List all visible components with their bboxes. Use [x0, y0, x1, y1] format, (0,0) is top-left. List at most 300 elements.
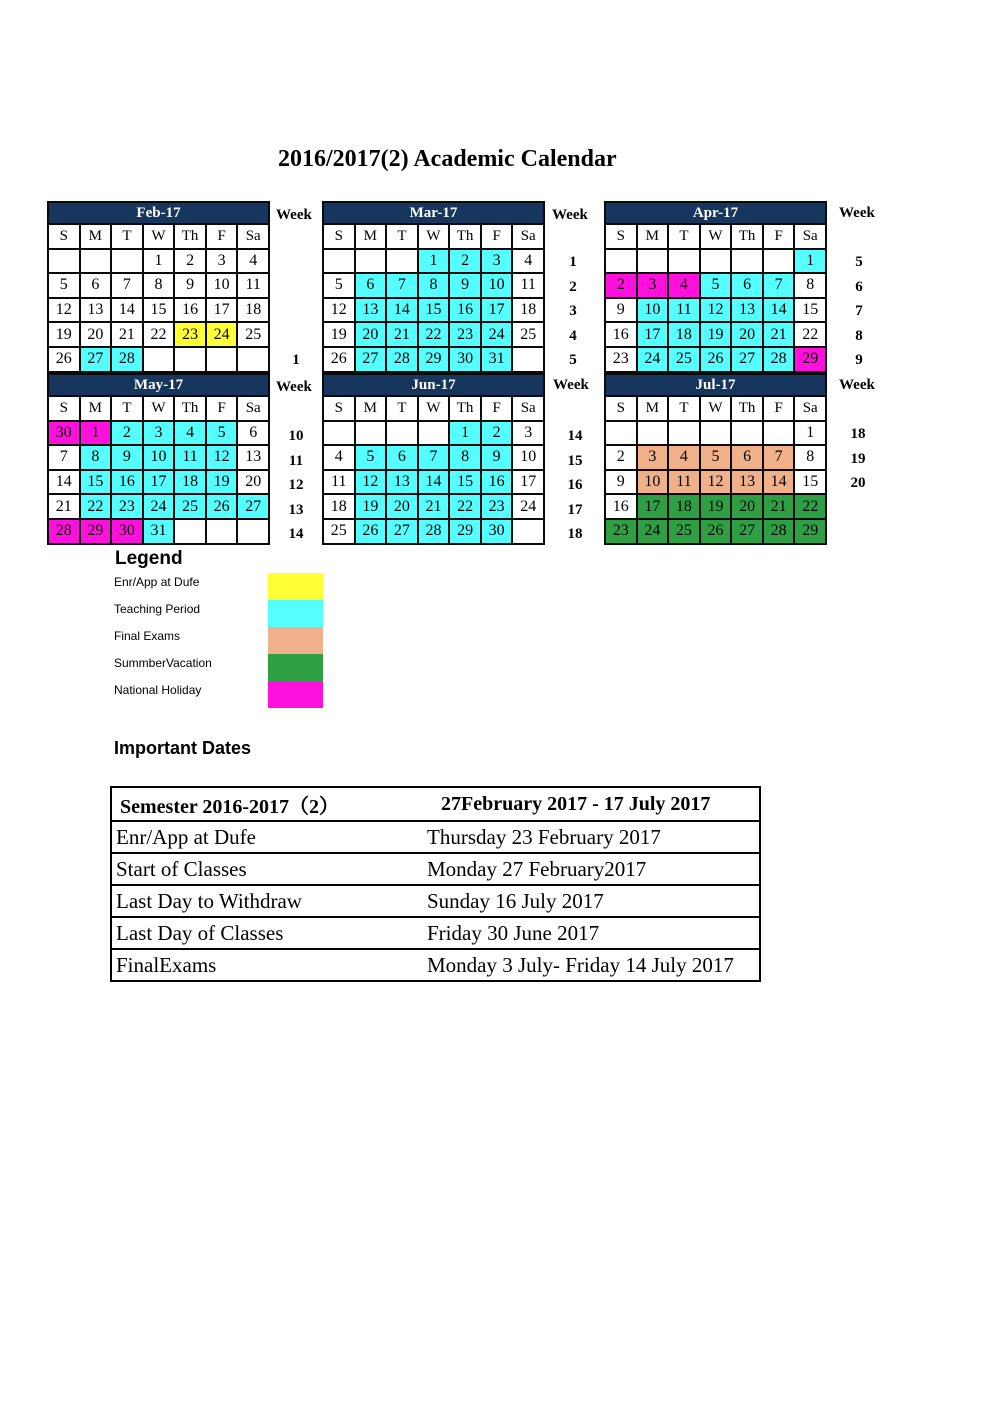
day-cell: 16: [482, 471, 512, 494]
day-cell: 7: [112, 274, 142, 297]
week-number: 7: [855, 303, 863, 320]
day-cell: 18: [513, 299, 543, 322]
event-name: Last Day to Withdraw: [116, 888, 302, 913]
day-cell: 21: [112, 323, 142, 346]
day-cell: 25: [669, 348, 699, 371]
day-cell: 1: [419, 250, 449, 273]
day-cell: 4: [669, 446, 699, 469]
empty-cell: [606, 250, 636, 273]
week-number: 9: [855, 352, 863, 369]
day-cell: 8: [795, 446, 825, 469]
day-cell: 6: [732, 446, 762, 469]
empty-cell: [207, 348, 237, 371]
legend-title: Legend: [115, 548, 183, 569]
day-of-week-header: F: [207, 225, 237, 248]
day-cell: 19: [49, 323, 79, 346]
day-cell: 26: [324, 348, 354, 371]
day-of-week-header: S: [606, 397, 636, 420]
day-cell: 30: [49, 422, 79, 445]
day-cell: 5: [356, 446, 386, 469]
day-cell: 14: [419, 471, 449, 494]
day-of-week-header: Sa: [238, 397, 268, 420]
day-cell: 4: [238, 250, 268, 273]
empty-cell: [732, 250, 762, 273]
day-cell: 17: [207, 299, 237, 322]
day-cell: 1: [450, 422, 480, 445]
empty-cell: [207, 520, 237, 543]
day-cell: 22: [795, 323, 825, 346]
day-cell: 28: [112, 348, 142, 371]
day-cell: 8: [450, 446, 480, 469]
week-number: 5: [569, 352, 577, 369]
day-cell: 1: [795, 422, 825, 445]
day-cell: 11: [324, 471, 354, 494]
month-header: Apr-17: [606, 203, 825, 223]
day-cell: 20: [81, 323, 111, 346]
day-of-week-header: S: [49, 397, 79, 420]
month-header: May-17: [49, 375, 268, 395]
day-cell: 23: [606, 348, 636, 371]
table-row: [112, 820, 759, 852]
day-cell: 28: [419, 520, 449, 543]
day-cell: 21: [49, 495, 79, 518]
day-cell: 2: [606, 446, 636, 469]
day-cell: 3: [144, 422, 174, 445]
day-cell: 23: [606, 520, 636, 543]
month-jun-17: [322, 373, 545, 545]
week-number: 10: [288, 428, 304, 444]
day-cell: 10: [144, 446, 174, 469]
day-cell: 25: [513, 323, 543, 346]
day-cell: 17: [513, 471, 543, 494]
day-cell: 18: [175, 471, 205, 494]
day-cell: 19: [701, 495, 731, 518]
day-cell: 30: [482, 520, 512, 543]
day-cell: 20: [387, 495, 417, 518]
day-cell: 3: [638, 446, 668, 469]
day-cell: 29: [450, 520, 480, 543]
day-cell: 12: [701, 299, 731, 322]
empty-cell: [764, 250, 794, 273]
day-cell: 12: [356, 471, 386, 494]
day-cell: 12: [207, 446, 237, 469]
day-of-week-header: S: [49, 225, 79, 248]
day-cell: 12: [701, 471, 731, 494]
day-of-week-header: F: [764, 225, 794, 248]
week-number: 18: [850, 426, 866, 442]
month-jul-17: [604, 373, 827, 545]
day-cell: 27: [732, 348, 762, 371]
empty-cell: [732, 422, 762, 445]
day-of-week-header: T: [669, 225, 699, 248]
day-cell: 18: [669, 323, 699, 346]
day-cell: 14: [764, 471, 794, 494]
day-cell: 16: [175, 299, 205, 322]
important-dates-table: [110, 786, 761, 982]
day-cell: 24: [207, 323, 237, 346]
day-of-week-header: W: [701, 225, 731, 248]
month-apr-17: [604, 201, 827, 373]
day-cell: 19: [207, 471, 237, 494]
empty-cell: [701, 250, 731, 273]
day-cell: 16: [450, 299, 480, 322]
day-cell: 6: [238, 422, 268, 445]
day-of-week-header: Sa: [795, 397, 825, 420]
day-of-week-header: Th: [450, 225, 480, 248]
day-cell: 5: [207, 422, 237, 445]
day-cell: 11: [513, 274, 543, 297]
day-of-week-header: W: [701, 397, 731, 420]
day-cell: 4: [513, 250, 543, 273]
day-of-week-header: T: [112, 397, 142, 420]
month-grid: [324, 397, 543, 543]
event-name: Enr/App at Dufe: [116, 824, 256, 849]
day-cell: 17: [638, 323, 668, 346]
day-cell: 28: [764, 520, 794, 543]
week-number: 15: [567, 452, 583, 469]
table-row: [112, 948, 759, 980]
day-cell: 18: [324, 495, 354, 518]
empty-cell: [638, 250, 668, 273]
day-cell: 22: [419, 323, 449, 346]
empty-cell: [387, 422, 417, 445]
day-cell: 10: [513, 446, 543, 469]
day-cell: 3: [513, 422, 543, 445]
empty-cell: [669, 422, 699, 445]
legend-label: Final Exams: [114, 629, 181, 643]
empty-cell: [513, 520, 543, 543]
day-of-week-header: T: [387, 225, 417, 248]
day-cell: 24: [638, 348, 668, 371]
day-cell: 2: [175, 250, 205, 273]
month-mar-17: [322, 201, 545, 373]
day-cell: 31: [144, 520, 174, 543]
day-cell: 2: [482, 422, 512, 445]
day-of-week-header: Sa: [238, 225, 268, 248]
week-number: 20: [850, 475, 866, 492]
day-of-week-header: Th: [175, 225, 205, 248]
month-grid: [606, 397, 825, 543]
day-cell: 8: [81, 446, 111, 469]
day-cell: 22: [144, 323, 174, 346]
day-cell: 24: [482, 323, 512, 346]
day-cell: 19: [701, 323, 731, 346]
week-column-header: Week: [552, 207, 588, 223]
day-cell: 13: [81, 299, 111, 322]
week-column-header: Week: [276, 379, 312, 395]
day-of-week-header: W: [144, 225, 174, 248]
day-cell: 3: [638, 274, 668, 297]
day-cell: 6: [732, 274, 762, 297]
day-cell: 26: [207, 495, 237, 518]
day-cell: 24: [144, 495, 174, 518]
event-date: 27February 2017 - 17 July 2017: [441, 792, 711, 815]
empty-cell: [356, 250, 386, 273]
day-cell: 9: [606, 299, 636, 322]
day-cell: 1: [144, 250, 174, 273]
day-cell: 21: [387, 323, 417, 346]
day-cell: 4: [324, 446, 354, 469]
week-number: 3: [569, 303, 577, 320]
week-number: 11: [288, 452, 304, 469]
day-cell: 18: [669, 495, 699, 518]
day-cell: 27: [238, 495, 268, 518]
day-cell: 19: [324, 323, 354, 346]
day-cell: 29: [419, 348, 449, 371]
empty-cell: [49, 250, 79, 273]
day-cell: 11: [669, 471, 699, 494]
month-grid: [324, 225, 543, 371]
legend-swatch: [268, 627, 323, 654]
day-cell: 7: [764, 274, 794, 297]
day-cell: 7: [419, 446, 449, 469]
empty-cell: [324, 422, 354, 445]
day-cell: 31: [482, 348, 512, 371]
day-cell: 12: [49, 299, 79, 322]
day-cell: 9: [112, 446, 142, 469]
page-title: 2016/2017(2) Academic Calendar: [278, 146, 617, 172]
day-cell: 30: [450, 348, 480, 371]
day-cell: 27: [732, 520, 762, 543]
day-of-week-header: M: [638, 397, 668, 420]
empty-cell: [638, 422, 668, 445]
day-of-week-header: Th: [175, 397, 205, 420]
day-of-week-header: Sa: [795, 225, 825, 248]
week-number: 12: [288, 477, 304, 494]
day-cell: 15: [144, 299, 174, 322]
day-cell: 30: [112, 520, 142, 543]
week-column-header: Week: [839, 205, 875, 221]
day-cell: 9: [482, 446, 512, 469]
day-cell: 12: [324, 299, 354, 322]
empty-cell: [238, 520, 268, 543]
day-cell: 20: [732, 495, 762, 518]
day-cell: 2: [606, 274, 636, 297]
day-of-week-header: S: [606, 225, 636, 248]
day-cell: 23: [175, 323, 205, 346]
week-number: 5: [855, 254, 863, 270]
day-of-week-header: Th: [732, 225, 762, 248]
day-of-week-header: S: [324, 397, 354, 420]
empty-cell: [112, 250, 142, 273]
day-cell: 28: [49, 520, 79, 543]
day-of-week-header: M: [81, 397, 111, 420]
empty-cell: [387, 250, 417, 273]
day-cell: 13: [356, 299, 386, 322]
day-cell: 17: [144, 471, 174, 494]
day-of-week-header: M: [81, 225, 111, 248]
day-cell: 20: [238, 471, 268, 494]
empty-cell: [81, 250, 111, 273]
week-number: 1: [292, 352, 300, 369]
event-name: Last Day of Classes: [116, 920, 284, 945]
day-cell: 26: [701, 348, 731, 371]
week-number: 13: [288, 501, 304, 518]
week-number: 16: [567, 477, 583, 494]
day-cell: 24: [513, 495, 543, 518]
week-column-header: Week: [839, 377, 875, 393]
day-cell: 11: [669, 299, 699, 322]
day-of-week-header: F: [764, 397, 794, 420]
day-cell: 11: [238, 274, 268, 297]
empty-cell: [175, 520, 205, 543]
day-cell: 21: [764, 495, 794, 518]
day-cell: 22: [450, 495, 480, 518]
empty-cell: [238, 348, 268, 371]
day-cell: 25: [324, 520, 354, 543]
day-cell: 15: [81, 471, 111, 494]
day-cell: 1: [795, 250, 825, 273]
day-cell: 5: [49, 274, 79, 297]
day-cell: 27: [356, 348, 386, 371]
legend-swatch: [268, 573, 323, 600]
empty-cell: [175, 348, 205, 371]
day-cell: 29: [795, 520, 825, 543]
day-cell: 25: [238, 323, 268, 346]
day-cell: 10: [638, 471, 668, 494]
week-number: 6: [855, 278, 863, 295]
day-cell: 9: [450, 274, 480, 297]
empty-cell: [669, 250, 699, 273]
day-cell: 6: [81, 274, 111, 297]
week-number: 2: [569, 278, 577, 295]
day-cell: 16: [606, 495, 636, 518]
event-date: Sunday 16 July 2017: [427, 888, 604, 913]
day-cell: 14: [387, 299, 417, 322]
day-cell: 26: [49, 348, 79, 371]
day-cell: 4: [175, 422, 205, 445]
month-header: Mar-17: [324, 203, 543, 223]
day-of-week-header: T: [669, 397, 699, 420]
month-feb-17: [47, 201, 270, 373]
day-cell: 28: [764, 348, 794, 371]
day-cell: 10: [207, 274, 237, 297]
event-name: Start of Classes: [116, 856, 247, 881]
table-row: [112, 916, 759, 948]
day-of-week-header: F: [482, 225, 512, 248]
day-cell: 15: [419, 299, 449, 322]
legend-label: National Holiday: [114, 683, 202, 697]
day-cell: 25: [175, 495, 205, 518]
day-cell: 20: [732, 323, 762, 346]
day-cell: 13: [732, 299, 762, 322]
day-cell: 27: [387, 520, 417, 543]
day-cell: 4: [669, 274, 699, 297]
day-cell: 6: [387, 446, 417, 469]
day-of-week-header: F: [482, 397, 512, 420]
day-of-week-header: M: [356, 225, 386, 248]
day-of-week-header: W: [419, 397, 449, 420]
day-cell: 16: [606, 323, 636, 346]
day-cell: 10: [482, 274, 512, 297]
day-cell: 9: [175, 274, 205, 297]
event-name: Semester 2016-2017（2）: [120, 795, 340, 818]
event-date: Thursday 23 February 2017: [427, 824, 661, 849]
week-number: 18: [567, 526, 583, 543]
important-dates-title: Important Dates: [114, 738, 252, 758]
day-cell: 8: [795, 274, 825, 297]
week-number: 8: [855, 327, 863, 344]
month-header: Feb-17: [49, 203, 268, 223]
empty-cell: [701, 422, 731, 445]
week-column-header: Week: [553, 377, 589, 393]
day-cell: 13: [732, 471, 762, 494]
day-cell: 3: [207, 250, 237, 273]
day-cell: 1: [81, 422, 111, 445]
day-of-week-header: Sa: [513, 397, 543, 420]
day-cell: 9: [606, 471, 636, 494]
day-cell: 2: [112, 422, 142, 445]
week-number: 19: [850, 450, 866, 467]
day-of-week-header: Th: [450, 397, 480, 420]
event-date: Friday 30 June 2017: [427, 920, 600, 945]
day-cell: 14: [49, 471, 79, 494]
empty-cell: [764, 422, 794, 445]
day-cell: 18: [238, 299, 268, 322]
day-cell: 20: [356, 323, 386, 346]
day-cell: 7: [387, 274, 417, 297]
week-number: 17: [567, 501, 583, 518]
day-cell: 23: [482, 495, 512, 518]
legend-swatch: [268, 654, 323, 681]
day-cell: 29: [81, 520, 111, 543]
legend-label: Enr/App at Dufe: [114, 575, 200, 589]
empty-cell: [606, 422, 636, 445]
day-cell: 23: [450, 323, 480, 346]
legend-label: Teaching Period: [114, 602, 201, 616]
table-row: [112, 852, 759, 884]
day-cell: 23: [112, 495, 142, 518]
week-number: 4: [569, 327, 577, 344]
empty-cell: [419, 422, 449, 445]
day-cell: 5: [701, 446, 731, 469]
day-cell: 5: [701, 274, 731, 297]
day-cell: 15: [795, 471, 825, 494]
day-cell: 16: [112, 471, 142, 494]
day-of-week-header: S: [324, 225, 354, 248]
day-cell: 24: [638, 520, 668, 543]
day-cell: 7: [49, 446, 79, 469]
day-cell: 22: [81, 495, 111, 518]
month-grid: [49, 397, 268, 543]
day-cell: 2: [450, 250, 480, 273]
day-cell: 28: [387, 348, 417, 371]
empty-cell: [356, 422, 386, 445]
day-cell: 8: [419, 274, 449, 297]
day-cell: 17: [638, 495, 668, 518]
day-cell: 6: [356, 274, 386, 297]
day-cell: 15: [795, 299, 825, 322]
day-of-week-header: W: [144, 397, 174, 420]
day-cell: 22: [795, 495, 825, 518]
table-row: [112, 884, 759, 916]
month-grid: [606, 225, 825, 371]
month-header: Jul-17: [606, 375, 825, 395]
day-cell: 13: [387, 471, 417, 494]
legend-swatch: [268, 600, 323, 627]
week-column-header: Week: [276, 207, 312, 223]
empty-cell: [144, 348, 174, 371]
day-cell: 10: [638, 299, 668, 322]
day-cell: 11: [175, 446, 205, 469]
day-of-week-header: T: [387, 397, 417, 420]
day-cell: 8: [144, 274, 174, 297]
day-cell: 27: [81, 348, 111, 371]
day-cell: 14: [112, 299, 142, 322]
day-cell: 21: [764, 323, 794, 346]
day-cell: 29: [795, 348, 825, 371]
month-header: Jun-17: [324, 375, 543, 395]
